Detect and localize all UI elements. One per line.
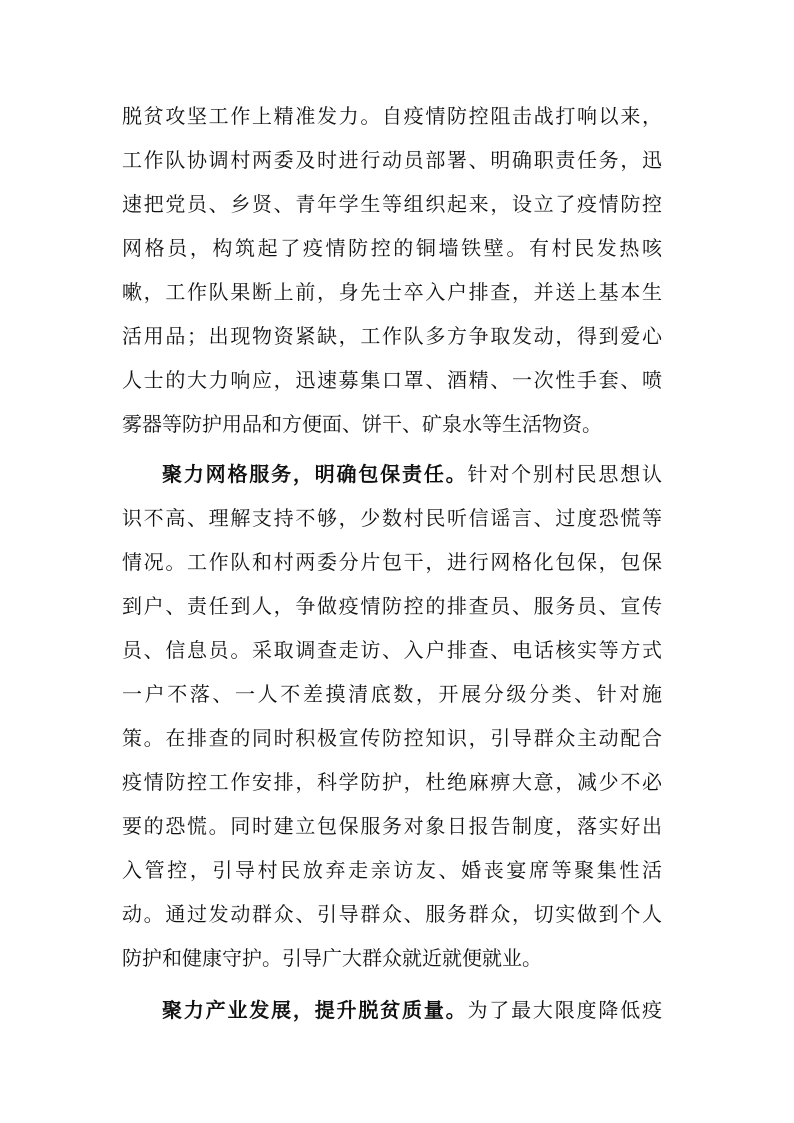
paragraph-2-line-2: 识不高、理解支持不够，少数村民听信谣言、过度恐慌等 — [122, 506, 662, 530]
paragraph-2-line-7: 策。在排查的同时积极宣传防控知识，引导群众主动配合 — [122, 726, 662, 750]
paragraph-3-first-line — [162, 998, 662, 1022]
paragraph-2-line-8: 疫情防控工作安排，科学防护，杜绝麻痹大意，减少不必 — [122, 770, 662, 794]
paragraph-2-line-10: 入管控，引导村民放弃走亲访友、婚丧宴席等聚集性活 — [122, 858, 662, 882]
paragraph-2-line-11: 动。通过发动群众、引导群众、服务群众，切实做到个人 — [122, 902, 662, 926]
paragraph-1-line-3: 速把党员、乡贤、青年学生等组织起来，设立了疫情防控 — [122, 192, 662, 216]
paragraph-3-heading: 聚力产业发展，提升脱贫质量。 — [162, 998, 468, 1022]
paragraph-1-line-4: 网格员，构筑起了疫情防控的铜墙铁壁。有村民发热咳 — [122, 236, 662, 260]
paragraph-1-line-2: 工作队协调村两委及时进行动员部署、明确职责任务，迅 — [122, 148, 662, 172]
paragraph-2-line-5: 员、信息员。采取调查走访、入户排查、电话核实等方式 — [122, 638, 662, 662]
paragraph-1-line-1: 脱贫攻坚工作上精准发力。自疫情防控阻击战打响以来， — [122, 104, 662, 128]
paragraph-2-line-4: 到户、责任到人，争做疫情防控的排查员、服务员、宣传 — [122, 594, 662, 618]
paragraph-1-line-5: 嗽，工作队果断上前，身先士卒入户排查，并送上基本生 — [122, 280, 662, 304]
paragraph-1-line-7: 人士的大力响应，迅速募集口罩、酒精、一次性手套、喷 — [122, 368, 662, 392]
paragraph-2-line-3: 情况。工作队和村两委分片包干，进行网格化包保，包保 — [122, 550, 662, 574]
paragraph-2-line-9: 要的恐慌。同时建立包保服务对象日报告制度，落实好出 — [122, 814, 662, 838]
paragraph-2-first-line-rest: 针对个别村民思想认 — [467, 462, 663, 486]
paragraph-2-line-12: 防护和健康守护。引导广大群众就近就便就业。 — [122, 946, 542, 970]
paragraph-2-heading: 聚力网格服务，明确包保责任。 — [162, 462, 468, 486]
paragraph-2-line-6: 一户不落、一人不差摸清底数，开展分级分类、针对施 — [122, 682, 662, 706]
paragraph-1-line-8: 雾器等防护用品和方便面、饼干、矿泉水等生活物资。 — [122, 412, 602, 436]
paragraph-1-line-6: 活用品；出现物资紧缺，工作队多方争取发动，得到爱心 — [122, 324, 662, 348]
paragraph-3-first-line-rest: 为了最大限度降低疫 — [467, 998, 663, 1022]
paragraph-2-first-line — [162, 462, 662, 486]
